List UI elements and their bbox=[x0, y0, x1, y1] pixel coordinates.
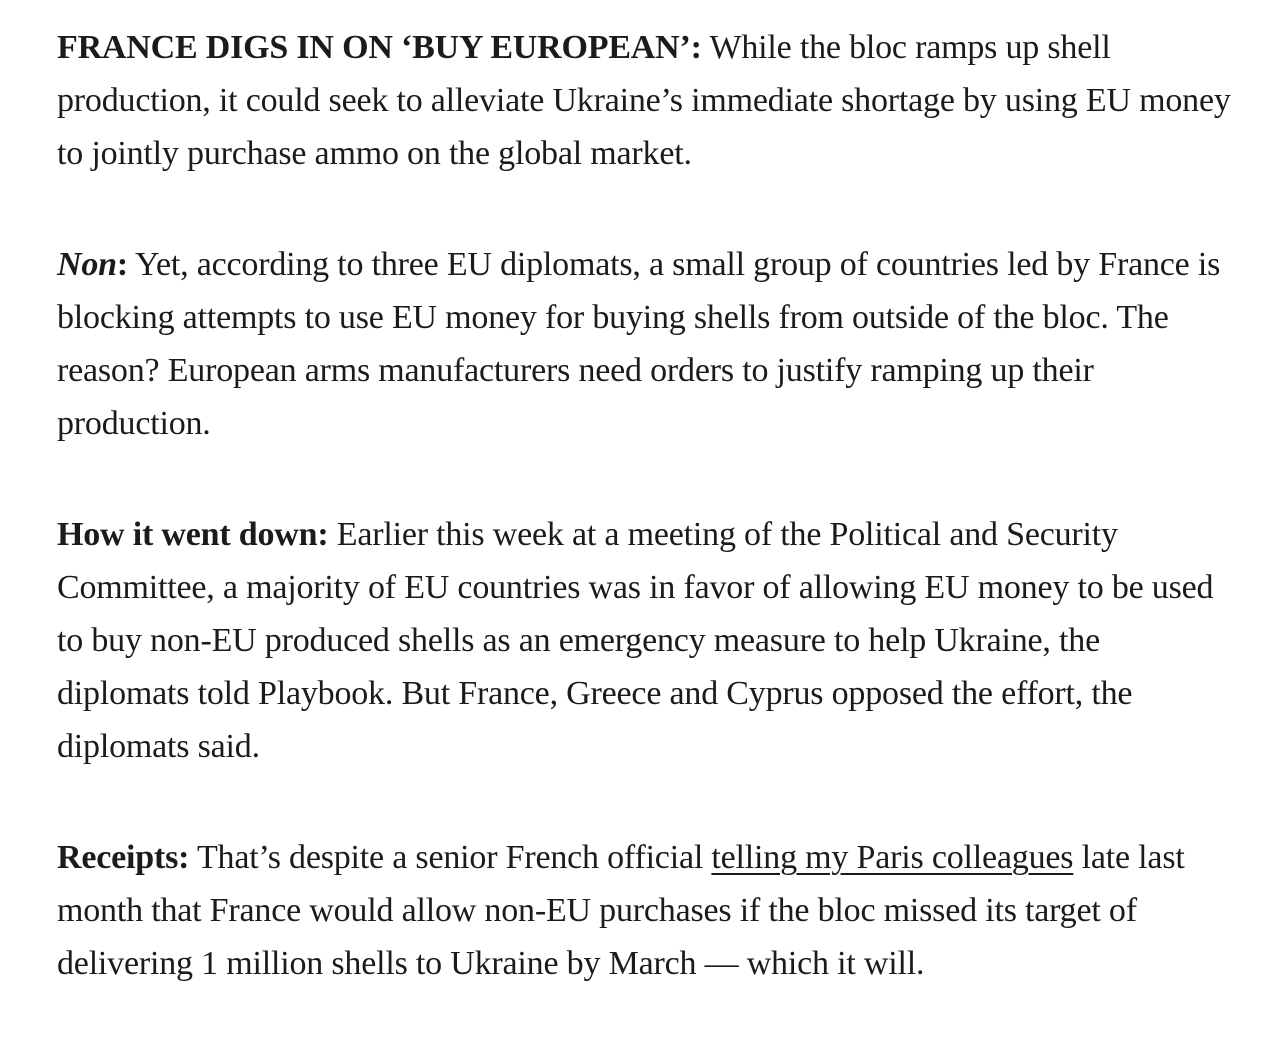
paragraph-how-it-went-down bbox=[57, 508, 1232, 773]
paragraph-non bbox=[57, 238, 1232, 450]
paragraph-lead-non bbox=[57, 246, 128, 283]
paragraph-france-digs-in bbox=[57, 21, 1232, 180]
paragraph-receipts bbox=[57, 831, 1232, 990]
paragraph-lead-italic: Non bbox=[57, 246, 117, 283]
paragraph-text: Earlier this week at a meeting of the Political and Security Committee, a majority of EU countries was in favor of allowing EU money to be used to buy non-EU produced shells as an emergency measure to help Ukraine, the diplomats told Playbook. But France, Greece and Cyprus opposed the effort, the diplomats said. bbox=[57, 516, 1214, 765]
paragraph-text: late last month that France would allow non-EU purchases if the bloc missed its target of delivering 1 million shells to Ukraine by March — which it will. bbox=[57, 839, 1185, 982]
paragraph-lead-how-it-went-down: How it went down: bbox=[57, 516, 329, 553]
paris-colleagues-link[interactable]: telling my Paris colleagues bbox=[711, 839, 1074, 876]
paragraph-text: Yet, according to three EU diplomats, a small group of countries led by France is blocking attempts to use EU money for buying shells from outside of the bloc. The reason? European arms manufacturers need orders to justify ramping up their production. bbox=[57, 246, 1221, 442]
paragraph-lead-france-digs-in: FRANCE DIGS IN ON ‘BUY EUROPEAN’: bbox=[57, 29, 702, 66]
paragraph-lead-colon: : bbox=[116, 246, 128, 283]
paragraph-text: That’s despite a senior French official bbox=[189, 839, 712, 876]
paragraph-text: While the bloc ramps up shell production, it could seek to alleviate Ukraine’s immediate shortage by using EU money to jointly purchase ammo on the global market. bbox=[57, 29, 1231, 172]
paragraph-lead-receipts: Receipts: bbox=[57, 839, 190, 876]
